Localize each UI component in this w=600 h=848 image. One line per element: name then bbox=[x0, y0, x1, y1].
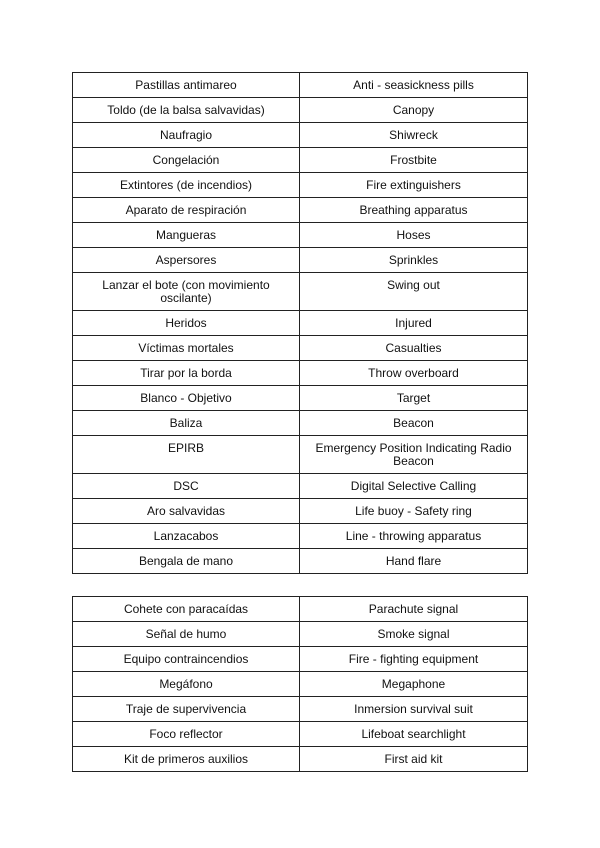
table-row bbox=[73, 436, 528, 474]
english-term: Hand flare bbox=[300, 549, 528, 574]
english-term: Life buoy - Safety ring bbox=[300, 499, 528, 524]
spanish-term: Blanco - Objetivo bbox=[73, 386, 300, 411]
english-term: Hoses bbox=[300, 223, 528, 248]
english-term: Throw overboard bbox=[300, 361, 528, 386]
table-row bbox=[73, 722, 528, 747]
english-term: Fire extinguishers bbox=[300, 173, 528, 198]
spanish-term: Megáfono bbox=[73, 672, 300, 697]
spanish-term: Congelación bbox=[73, 148, 300, 173]
table-row bbox=[73, 311, 528, 336]
spanish-term: Aro salvavidas bbox=[73, 499, 300, 524]
english-term: Digital Selective Calling bbox=[300, 474, 528, 499]
table-row bbox=[73, 198, 528, 223]
table-row bbox=[73, 697, 528, 722]
english-term: Beacon bbox=[300, 411, 528, 436]
spanish-term: Lanzacabos bbox=[73, 524, 300, 549]
english-term: Shiwreck bbox=[300, 123, 528, 148]
english-term: Lifeboat searchlight bbox=[300, 722, 528, 747]
english-term: Smoke signal bbox=[300, 622, 528, 647]
table-row bbox=[73, 223, 528, 248]
table-row bbox=[73, 747, 528, 772]
english-term: Canopy bbox=[300, 98, 528, 123]
english-term: Line - throwing apparatus bbox=[300, 524, 528, 549]
glossary-table-1 bbox=[72, 72, 528, 574]
spanish-term: Foco reflector bbox=[73, 722, 300, 747]
spanish-term: Lanzar el bote (con movimiento oscilante) bbox=[73, 273, 300, 311]
spanish-term: Toldo (de la balsa salvavidas) bbox=[73, 98, 300, 123]
spanish-term: Víctimas mortales bbox=[73, 336, 300, 361]
spanish-term: EPIRB bbox=[73, 436, 300, 474]
table-row bbox=[73, 622, 528, 647]
english-term: Casualties bbox=[300, 336, 528, 361]
table-row bbox=[73, 672, 528, 697]
english-term: Parachute signal bbox=[300, 597, 528, 622]
spanish-term: Pastillas antimareo bbox=[73, 73, 300, 98]
spanish-term: Bengala de mano bbox=[73, 549, 300, 574]
english-term: Swing out bbox=[300, 273, 528, 311]
spanish-term: Traje de supervivencia bbox=[73, 697, 300, 722]
spanish-term: Señal de humo bbox=[73, 622, 300, 647]
table-row bbox=[73, 361, 528, 386]
table-row bbox=[73, 499, 528, 524]
spanish-term: Equipo contraincendios bbox=[73, 647, 300, 672]
table-row bbox=[73, 597, 528, 622]
spanish-term: DSC bbox=[73, 474, 300, 499]
table-row bbox=[73, 386, 528, 411]
english-term: Target bbox=[300, 386, 528, 411]
glossary-table-2 bbox=[72, 596, 528, 772]
table-row bbox=[73, 474, 528, 499]
spanish-term: Tirar por la borda bbox=[73, 361, 300, 386]
table-row bbox=[73, 549, 528, 574]
spanish-term: Aspersores bbox=[73, 248, 300, 273]
table-row bbox=[73, 148, 528, 173]
english-term: Sprinkles bbox=[300, 248, 528, 273]
table-row bbox=[73, 73, 528, 98]
spanish-term: Mangueras bbox=[73, 223, 300, 248]
spanish-term: Naufragio bbox=[73, 123, 300, 148]
english-term: First aid kit bbox=[300, 747, 528, 772]
table-row bbox=[73, 123, 528, 148]
english-term: Breathing apparatus bbox=[300, 198, 528, 223]
english-term: Anti - seasickness pills bbox=[300, 73, 528, 98]
table-row bbox=[73, 524, 528, 549]
table-row bbox=[73, 248, 528, 273]
english-term: Inmersion survival suit bbox=[300, 697, 528, 722]
table-row bbox=[73, 411, 528, 436]
spanish-term: Heridos bbox=[73, 311, 300, 336]
table-row bbox=[73, 273, 528, 311]
table-row bbox=[73, 98, 528, 123]
english-term: Frostbite bbox=[300, 148, 528, 173]
table-row bbox=[73, 647, 528, 672]
spanish-term: Aparato de respiración bbox=[73, 198, 300, 223]
spanish-term: Extintores (de incendios) bbox=[73, 173, 300, 198]
table-row bbox=[73, 336, 528, 361]
spanish-term: Kit de primeros auxilios bbox=[73, 747, 300, 772]
table-row bbox=[73, 173, 528, 198]
spanish-term: Cohete con paracaídas bbox=[73, 597, 300, 622]
english-term: Emergency Position Indicating Radio Beacon bbox=[300, 436, 528, 474]
english-term: Injured bbox=[300, 311, 528, 336]
english-term: Fire - fighting equipment bbox=[300, 647, 528, 672]
spanish-term: Baliza bbox=[73, 411, 300, 436]
english-term: Megaphone bbox=[300, 672, 528, 697]
